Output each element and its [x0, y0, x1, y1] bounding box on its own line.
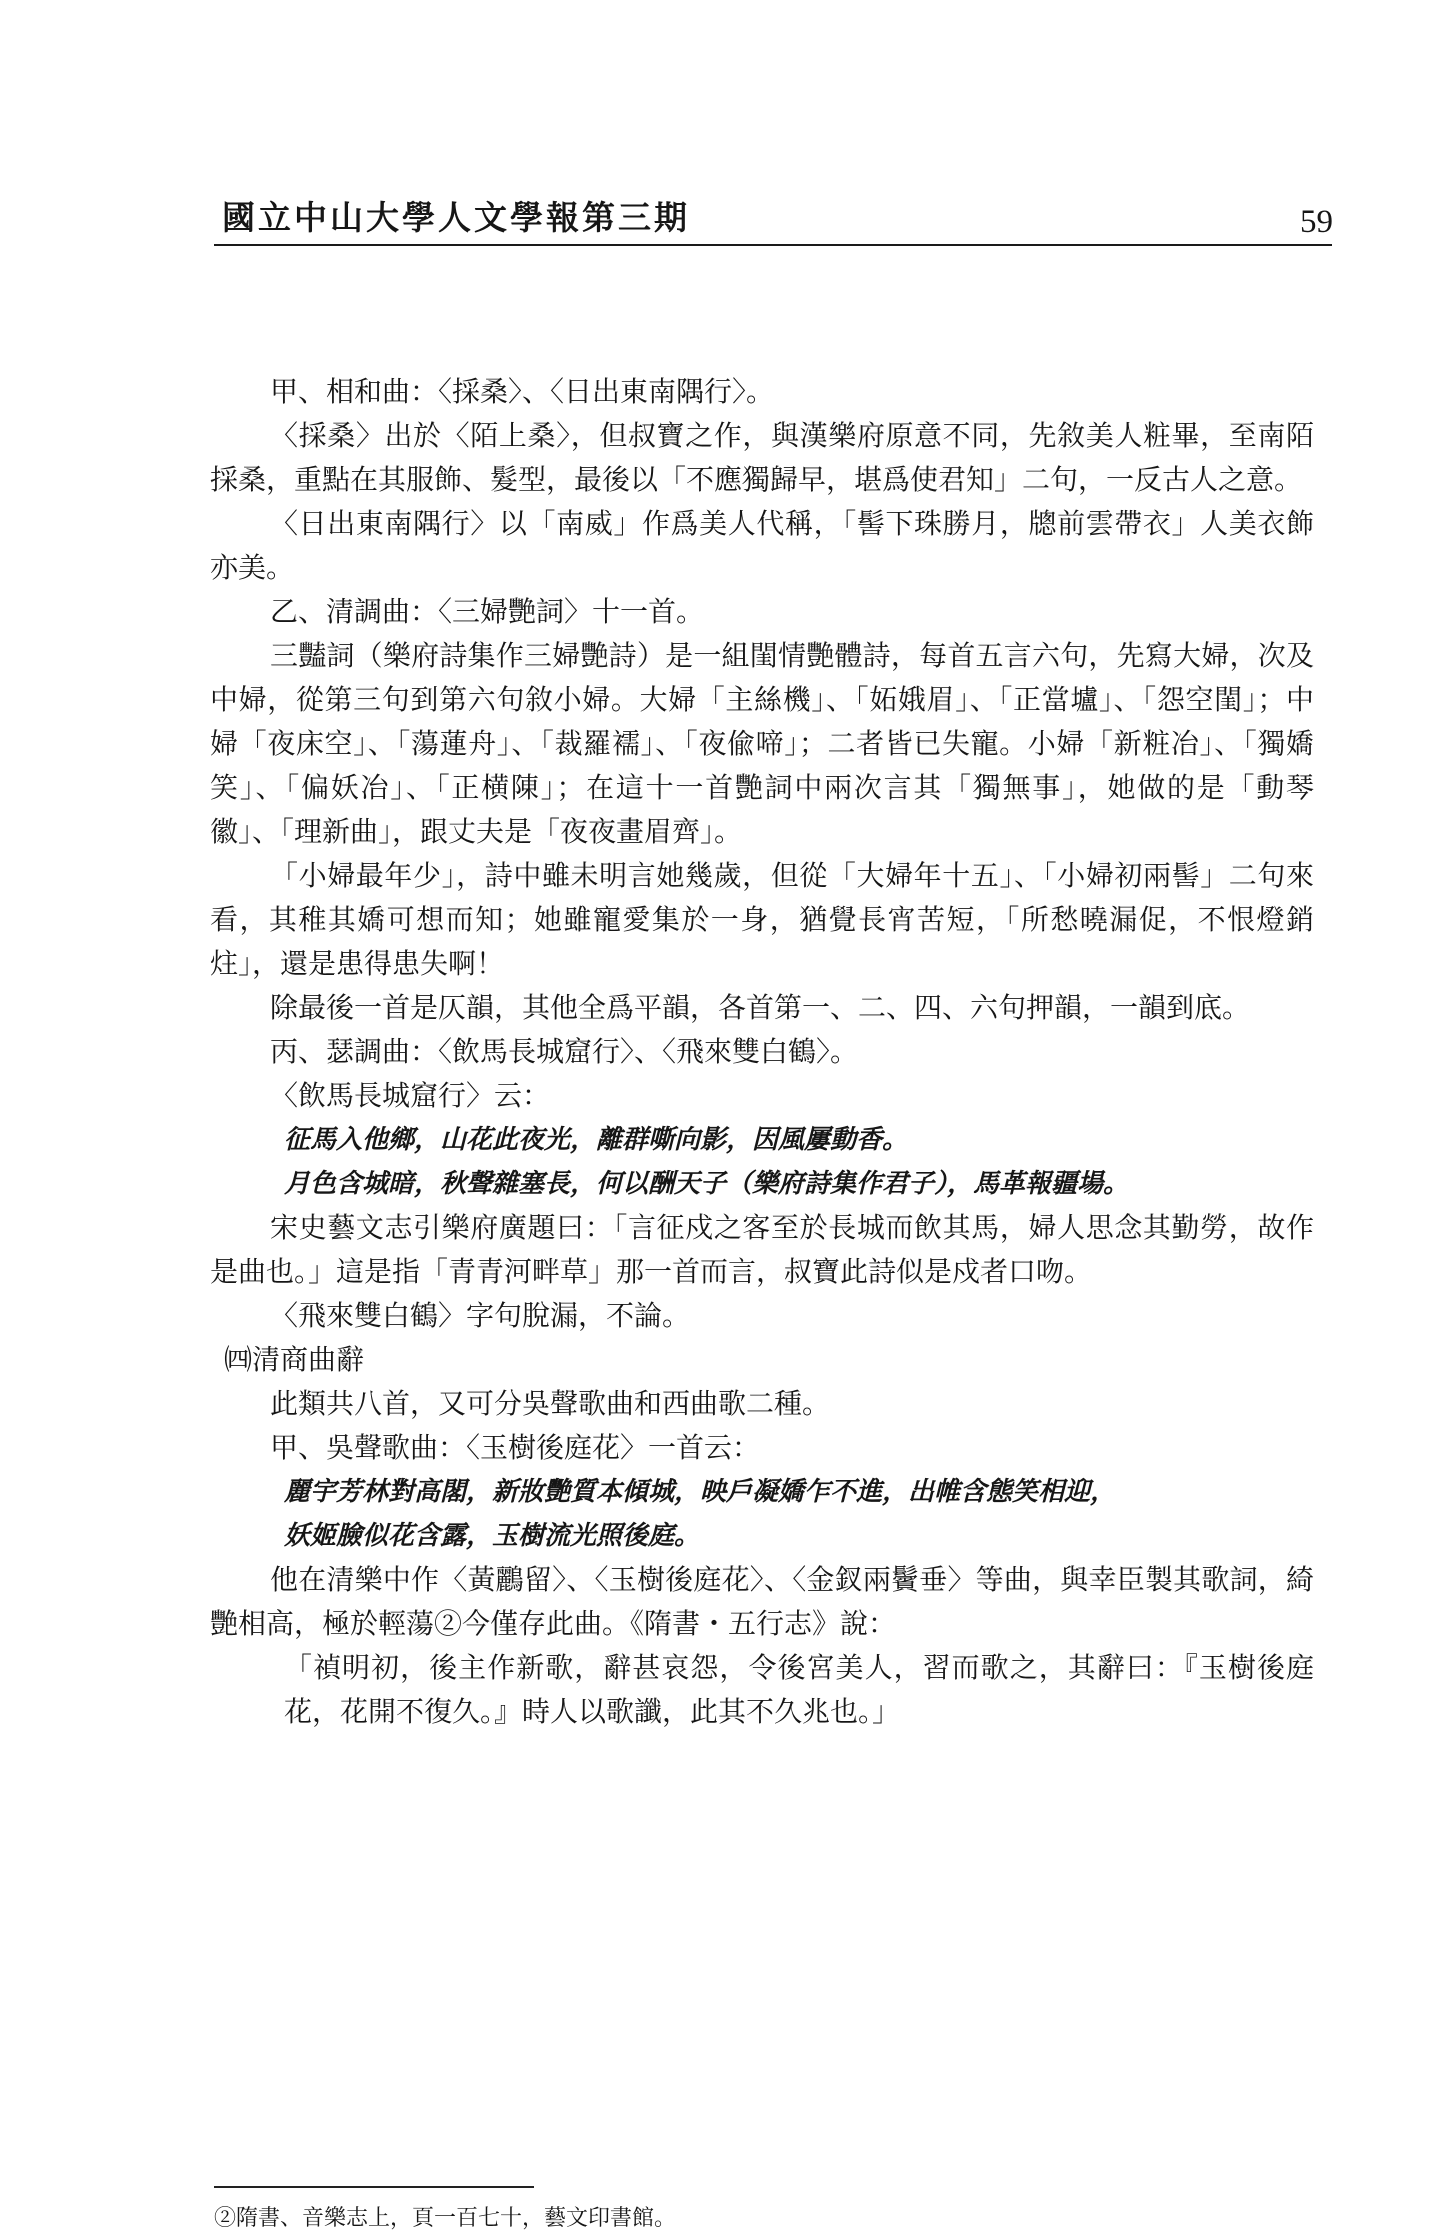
paragraph: 三豔詞（樂府詩集作三婦艷詩）是一組閨情艷體詩，每首五言六句，先寫大婦，次及中婦，從第三句到第六句敘小婦。大婦「主絲機」、「妬娥眉」、「正當壚」、「怨空閨」；中婦「夜床空」、「蕩蓮舟」、「裁羅襦」、「夜偸啼」；二者皆已失寵。小婦「新粧冶」、「獨嬌笑」、「偏妖冶」、「正横陳」；在這十一首艷詞中兩次言其「獨無事」，她做的是「動琴徽」、「理新曲」，跟丈夫是「夜夜畫眉齊」。 [210, 639, 1314, 848]
poem-line: 月色含城暗，秋聲雜塞長，何以酬天子（樂府詩集作君子），馬革報疆場。 [284, 1169, 1130, 1199]
footnote: ②隋書、音樂志上，頁一百七十，藝文印書館。 [214, 2206, 677, 2231]
body-text [210, 370, 1314, 1734]
block-quote: 「禎明初，後主作新歌，辭甚哀怨，令後宮美人，習而歌之，其辭曰：『玉樹後庭花，花開不復久。』時人以歌讖，此其不久兆也。」 [284, 1651, 1314, 1728]
paragraph: ㈣清商曲辭 [224, 1343, 365, 1376]
paragraph: 宋史藝文志引樂府廣題曰：「言征戍之客至於長城而飲其馬，婦人思念其勤勞，故作是曲也。」這是指「青青河畔草」那一首而言，叔寶此詩似是戍者口吻。 [210, 1211, 1314, 1288]
paragraph: 他在清樂中作〈黃鸝留〉、〈玉樹後庭花〉、〈金釵兩鬢垂〉等曲，與幸臣製其歌詞，綺艷相高，極於輕蕩②今僅存此曲。《隋書・五行志》說： [210, 1563, 1314, 1640]
paragraph: 此類共八首，又可分吳聲歌曲和西曲歌二種。 [270, 1387, 831, 1420]
poem-line: 麗宇芳林對高閣，新妝艷質本傾城，映戶凝嬌乍不進，出帷含態笑相迎， [284, 1477, 1117, 1507]
paragraph: 〈飛來雙白鶴〉字句脫漏，不論。 [270, 1299, 691, 1332]
paragraph: 甲、吳聲歌曲：〈玉樹後庭花〉一首云： [270, 1431, 761, 1464]
paragraph: 乙、清調曲：〈三婦艷詞〉十一首。 [270, 595, 705, 628]
poem-line: 妖姬臉似花含露，玉樹流光照後庭。 [284, 1521, 701, 1551]
header-rule [214, 244, 1332, 246]
paragraph: 丙、瑟調曲：〈飲馬長城窟行〉、〈飛來雙白鶴〉。 [270, 1035, 859, 1068]
paragraph: 除最後一首是仄韻，其他全爲平韻，各首第一、二、四、六句押韻，一韻到底。 [270, 991, 1251, 1024]
footnote-rule [214, 2186, 534, 2188]
page-number: 59 [1300, 204, 1333, 240]
running-header-title: 國立中山大學人文學報第三期 [222, 198, 690, 237]
paragraph: 〈日出東南隅行〉以「南威」作爲美人代稱，「髻下珠勝月，牕前雲帶衣」人美衣飾亦美。 [210, 507, 1314, 584]
paragraph: 〈採桑〉出於〈陌上桑〉，但叔寶之作，與漢樂府原意不同，先敘美人粧畢，至南陌採桑，重點在其服飾、髮型，最後以「不應獨歸早，堪爲使君知」二句，一反古人之意。 [210, 419, 1314, 496]
poem-line: 征馬入他鄉，山花此夜光，離群嘶向影，因風屢動香。 [284, 1125, 909, 1155]
paragraph: 〈飲馬長城窟行〉云： [270, 1079, 551, 1112]
paragraph: 「小婦最年少」，詩中雖未明言她幾歲，但從「大婦年十五」、「小婦初兩髻」二句來看，其稚其嬌可想而知；她雖寵愛集於一身，猶覺長宵苦短，「所愁曉漏促，不恨燈銷炷」，還是患得患失啊！ [210, 859, 1314, 980]
paragraph: 甲、相和曲：〈採桑〉、〈日出東南隅行〉。 [270, 375, 775, 408]
